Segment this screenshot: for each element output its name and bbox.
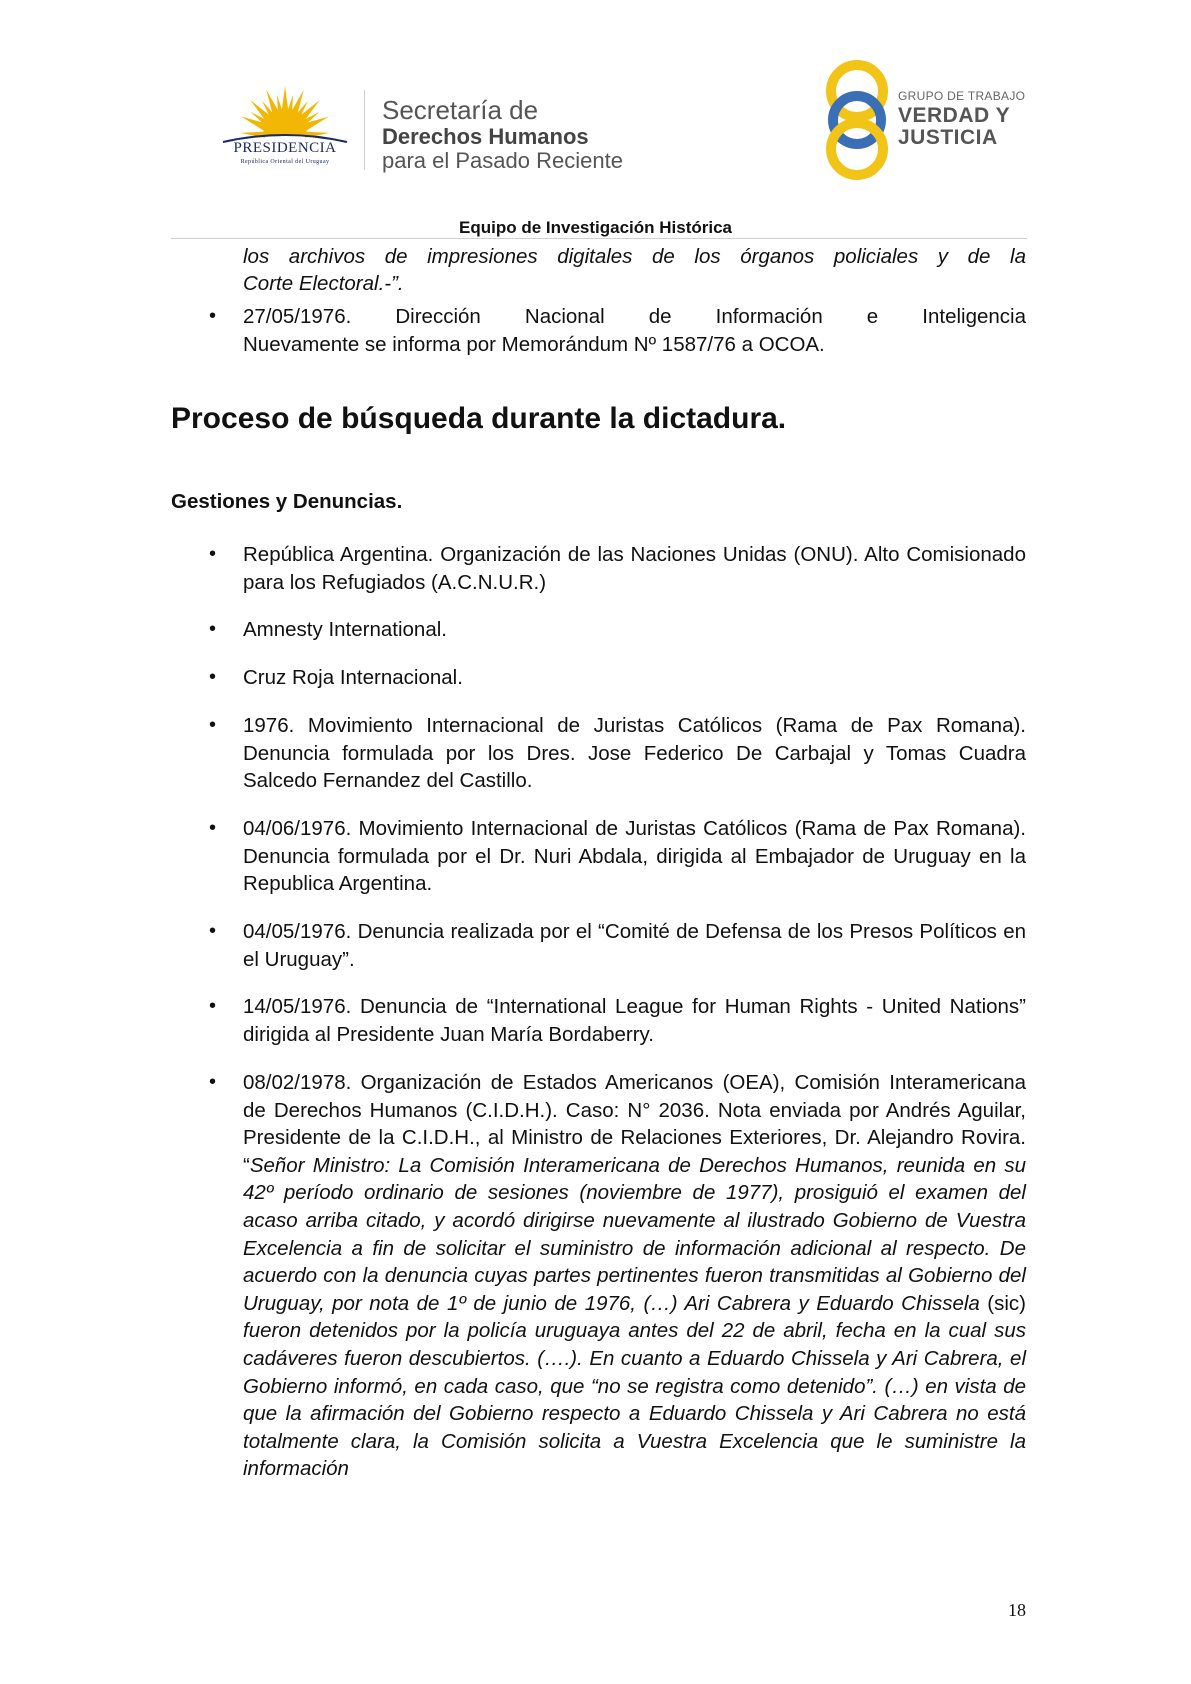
presidencia-subtitle: República Oriental del Uruguay [240, 159, 330, 165]
oea-note-text: 08/02/1978. Organización de Estados Americanos (OEA), Comisión Interamericana de Derechos Humanos (C.I.D.H.). Caso: N° 2036. Nota enviada por Andrés Aguilar, Presidente de la C.I.D.H., al Ministro de Relaciones Exteriores, Dr. Alejandro Rovira. “ [243, 1071, 1026, 1177]
list-item-juristas-040676: 04/06/1976. Movimiento Internacional de Juristas Católicos (Rama de Pax Romana). Denuncia formulada por el Dr. Nuri Abdala, dirigida al Embajador de Uruguay en la Republica Argentina. [243, 817, 1026, 895]
verdad-justicia-rings-icon [822, 58, 892, 182]
sic-marker: (sic) [979, 1291, 1027, 1315]
bullet-marker: • [209, 1071, 217, 1093]
justicia-label: JUSTICIA [898, 126, 998, 149]
team-title: Equipo de Investigación Histórica [459, 218, 732, 237]
page-header [0, 0, 1191, 240]
bullet-marker: • [209, 714, 217, 736]
list-item-comite-defensa: 04/05/1976. Denuncia realizada por el “Comité de Defensa de los Presos Políticos en el Uruguay”. [243, 920, 1026, 971]
bullet-marker: • [209, 666, 217, 688]
continuation-line1: los archivos de impresiones digitales de los órganos policiales y de la [243, 245, 1026, 268]
bullet-intro-line2: Nuevamente se informa por Memorándum Nº 1587/76 a OCOA. [243, 333, 825, 356]
secretaria-title-line3: para el Pasado Reciente [382, 148, 623, 173]
bullet-marker: • [209, 920, 217, 942]
bullet-intro-line1: 27/05/1976. Dirección Nacional de Información e Inteligencia [243, 305, 1026, 328]
bullet-marker: • [209, 618, 217, 640]
section-subheading: Gestiones y Denuncias. [171, 490, 403, 513]
list-item-amnesty: Amnesty International. [243, 618, 447, 641]
bullet-marker: • [209, 995, 217, 1017]
continuation-line2: Corte Electoral.-”. [243, 272, 404, 295]
list-item-juristas-1976: 1976. Movimiento Internacional de Juristas Católicos (Rama de Pax Romana). Denuncia formulada por los Dres. Jose Federico De Carbajal y Tomas Cuadra Salcedo Fernandez del Castillo. [243, 714, 1026, 792]
section-heading: Proceso de búsqueda durante la dictadura. [171, 402, 787, 435]
oea-quote-part2: fueron detenidos por la policía uruguaya antes del 22 de abril, fecha en la cual sus cadáveres fueron descubiertos. (….). En cuanto a Eduardo Chissela y Ari Cabrera, el Gobierno informó, en cada caso, que “no se registra como detenido”. (…) en vista de que la afirmación del Gobierno respecto a Eduardo Chissela y Ari Cabrera no está totalmente clara, la Comisión solicita a Vuestra Excelencia que le suministre la información [243, 1319, 1026, 1481]
list-item-cruz-roja: Cruz Roja Internacional. [243, 666, 463, 689]
oea-quote-part1: Señor Ministro: La Comisión Interamericana de Derechos Humanos, reunida en su 42º período ordinario de sesiones (noviembre de 1977), prosiguió el examen del acaso arriba citado, y acordó dirigirse nuevamente al ilustrado Gobierno de Vuestra Excelencia a fin de solicitar el suministro de información adicional al respecto. De acuerdo con la denuncia cuyas partes pertinentes fueron transmitidas al Gobierno del Uruguay, por nota de 1º de junio de 1976, (…) Ari Cabrera y Eduardo Chissela [243, 1153, 1026, 1315]
grupo-trabajo-label: GRUPO DE TRABAJO [898, 89, 1026, 103]
secretaria-title-line2: Derechos Humanos [382, 124, 589, 149]
verdad-label: VERDAD Y [898, 104, 1011, 127]
bullet-marker: • [209, 543, 217, 565]
header-rule [171, 238, 1027, 239]
secretaria-title-line1: Secretaría de [382, 95, 539, 125]
logo-divider [364, 90, 365, 170]
page-number: 18 [1008, 1600, 1026, 1620]
bullet-marker: • [209, 305, 217, 327]
list-item-acnur: República Argentina. Organización de las Naciones Unidas (ONU). Alto Comisionado para los Refugiados (A.C.N.U.R.) [243, 543, 1026, 594]
list-item-league-human-rights: 14/05/1976. Denuncia de “International League for Human Rights - United Nations” dirigida al Presidente Juan María Bordaberry. [243, 995, 1026, 1046]
bullet-marker: • [209, 817, 217, 839]
list-item-oea-cidh [243, 1069, 1026, 1483]
presidencia-name: PRESIDENCIA [233, 140, 337, 156]
